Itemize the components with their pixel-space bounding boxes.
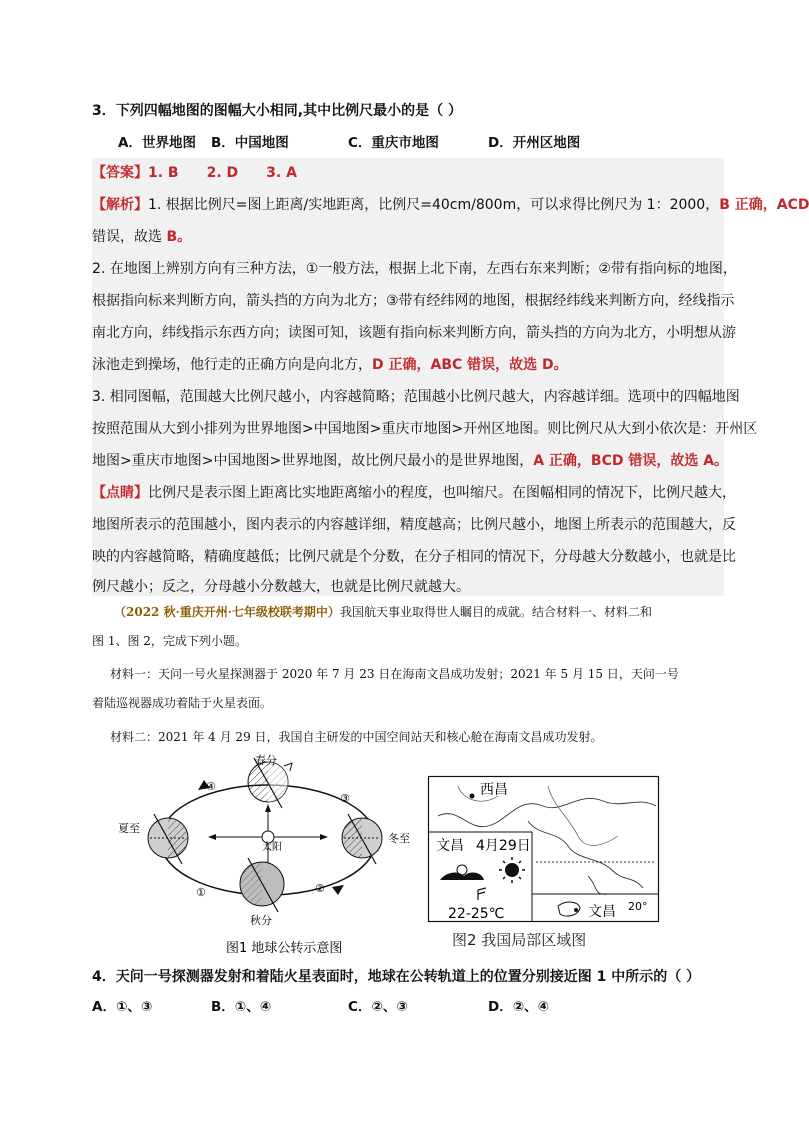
q3-option-b: B．中国地图 — [211, 135, 289, 151]
earth-winter — [342, 814, 382, 864]
q3-option-a: A．世界地图 — [118, 135, 196, 151]
q4-stem: 4．天问一号探测器发射和着陆火星表面时，地球在公转轨道上的位置分别接近图 1 中所示的（ ） — [92, 969, 701, 985]
xichang-point — [470, 794, 475, 799]
figure-2-caption: 图2 我国局部区域图 — [452, 931, 587, 949]
q4-option-b: B．①、④ — [211, 999, 272, 1015]
point-line-1: 【点睛】比例尺是表示图上距离比实地距离缩小的程度，也叫缩尺。在图幅相同的情况下，比例尺越大， — [92, 485, 736, 501]
xichang-label: 西昌 — [480, 782, 508, 798]
position-4-label: ④ — [206, 780, 216, 793]
q4-option-c: C．②、③ — [348, 999, 408, 1015]
position-2-label: ② — [315, 882, 325, 895]
q4-option-a: A．①、③ — [92, 999, 153, 1015]
analysis-line-1: 【解析】1. 根据比例尺=图上距离/实地距离，比例尺=40cm/800m，可以求得比例尺为 1：2000，B 正确，ACD — [92, 197, 809, 213]
analysis-line-2: 错误，故选 B。 — [92, 229, 192, 245]
spring-label: 春分 — [255, 754, 277, 767]
figure-1 — [110, 752, 420, 957]
orbit-arrow-icon — [332, 885, 344, 895]
q4-option-d: D．②、④ — [488, 999, 550, 1015]
analysis-line-9: 地图>重庆市地图>中国地图>世界地图，故比例尺最小的是世界地图，A 正确，BCD 错误，故选 A。 — [92, 453, 729, 469]
earth-autumn — [240, 858, 284, 912]
analysis-line-3: 2. 在地图上辨别方向有三种方法，①一般方法，根据上北下南，左西右东来判断；②带有指向标的地图， — [92, 261, 737, 277]
regional-map — [428, 776, 660, 922]
answer-line: 【答案】1. B 2. D 3. A — [92, 165, 297, 181]
wenchang-inset-label: 文昌 — [436, 838, 464, 854]
figure-2 — [428, 776, 660, 922]
point-line-4: 例尺越小；反之，分母越小分数越大，也就是比例尺就越大。 — [92, 579, 470, 595]
winter-label: 冬至 — [388, 832, 410, 845]
material-intro: （2022 秋·重庆开州·七年级校联考期中）我国航天事业取得世人瞩目的成就。结合材料一、材料二和 — [114, 605, 652, 619]
q3-option-c: C．重庆市地图 — [348, 135, 439, 151]
material-1-line-2: 着陆巡视器成功着陆于火星表面。 — [92, 696, 273, 710]
earth-summer — [148, 814, 188, 864]
earth-orbit-diagram — [110, 752, 420, 957]
analysis-line-5: 南北方向，纬线指示东西方向；读图可知，该题有指向标来判断方向，箭头挡的方向为北方，小明想从游 — [92, 325, 736, 341]
analysis-line-4: 根据指向标来判断方向，箭头挡的方向为北方；③带有经纬网的地图，根据经纬线来判断方向，经线指示 — [92, 293, 735, 309]
latitude-label: 20° — [628, 900, 648, 913]
sun-label: 太阳 — [262, 842, 282, 853]
material-2: 材料二：2021 年 4 月 29 日，我国自主研发的中国空间站天和核心舱在海南文昌成功发射。 — [110, 730, 603, 744]
q3-option-d: D．开州区地图 — [488, 135, 581, 151]
material-1-line-1: 材料一：天问一号火星探测器于 2020 年 7 月 23 日在海南文昌成功发射；2021 年 5 月 15 日，天问一号 — [110, 667, 679, 681]
temperature-label: 22-25℃ — [448, 906, 505, 922]
point-line-2: 地图所表示的范围越小，图内表示的内容越详细，精度越高；比例尺越小，地图上所表示的范围越大，反 — [92, 517, 736, 533]
wenchang-map-label: 文昌 — [588, 904, 616, 920]
autumn-label: 秋分 — [250, 914, 272, 927]
material-intro-2: 图 1、图 2，完成下列小题。 — [92, 634, 247, 648]
q3-stem: 3．下列四幅地图的图幅大小相同,其中比例尺最小的是（ ） — [92, 103, 462, 119]
date-label: 4月29日 — [476, 838, 531, 854]
analysis-line-7: 3. 相同图幅，范围越大比例尺越小，内容越简略；范围越小比例尺越大，内容越详细。选项中的四幅地图 — [92, 389, 740, 405]
summer-label: 夏至 — [118, 822, 140, 835]
position-3-label: ③ — [340, 792, 350, 805]
position-1-label: ① — [196, 886, 206, 899]
analysis-line-6: 泳池走到操场，他行走的正确方向是向北方，D 正确，ABC 错误，故选 D。 — [92, 357, 568, 373]
point-line-3: 映的内容越简略，精确度越低；比例尺就是个分数，在分子相同的情况下，分母越大分数越小，也就是比 — [92, 549, 736, 565]
figure-1-caption: 图1 地球公转示意图 — [226, 941, 343, 956]
analysis-line-8: 按照范围从大到小排列为世界地图>中国地图>重庆市地图>开州区地图。则比例尺从大到小依次是：开州区 — [92, 421, 758, 437]
